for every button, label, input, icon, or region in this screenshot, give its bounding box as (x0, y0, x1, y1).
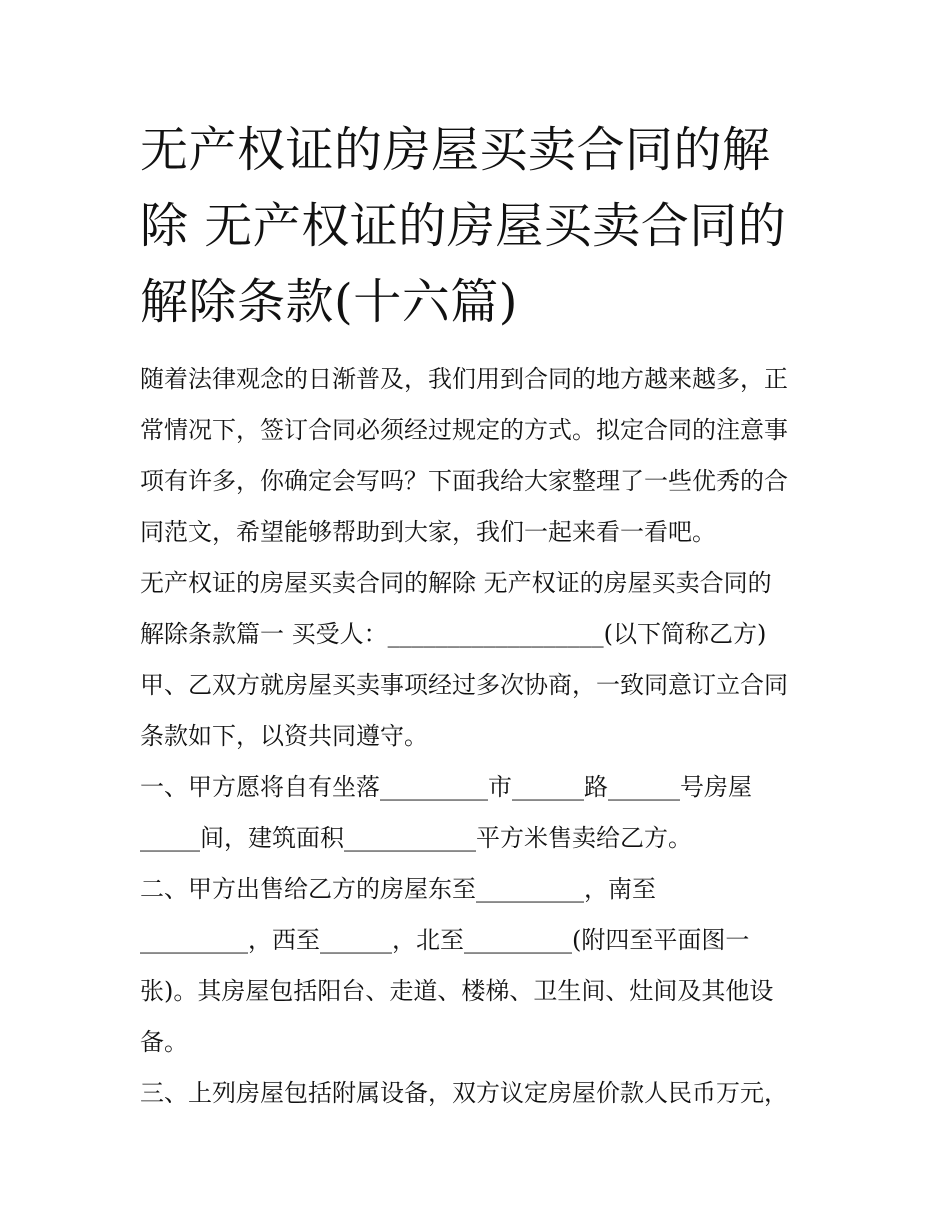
body-line: 随着法律观念的日渐普及，我们用到合同的地方越来越多，正 (140, 365, 788, 393)
body-line: 二、甲方出售给乙方的房屋东至_________，南至 (140, 875, 656, 903)
body-line: 三、上列房屋包括附属设备，双方议定房屋价款人民币万元， (140, 1079, 788, 1107)
document-title (140, 112, 820, 340)
document-page (140, 112, 820, 1119)
body-line: 备。 (140, 1028, 188, 1056)
body-line: 一、甲方愿将自有坐落_________市______路______号房屋 (140, 773, 752, 801)
body-line: 无产权证的房屋买卖合同的解除 无产权证的房屋买卖合同的 (140, 569, 772, 597)
title-line: 除 无产权证的房屋买卖合同的 (140, 198, 787, 254)
title-line: 无产权证的房屋买卖合同的解 (140, 122, 771, 178)
body-line: 项有许多，你确定会写吗？下面我给大家整理了一些优秀的合 (140, 467, 788, 495)
body-line: _____间，建筑面积___________平方米售卖给乙方。 (140, 824, 692, 852)
body-line: 甲、乙双方就房屋买卖事项经过多次协商，一致同意订立合同 (140, 671, 788, 699)
body-line: _________，西至______，北至_________(附四至平面图一 (140, 926, 750, 954)
body-line: 张)。其房屋包括阳台、走道、楼梯、卫生间、灶间及其他设 (140, 977, 774, 1005)
body-line: 常情况下，签订合同必须经过规定的方式。拟定合同的注意事 (140, 416, 788, 444)
title-line: 解除条款(十六篇) (140, 274, 518, 330)
body-line: 解除条款篇一 买受人：__________________(以下简称乙方) (140, 620, 767, 648)
body-line: 同范文，希望能够帮助到大家，我们一起来看一看吧。 (140, 518, 716, 546)
document-body (140, 354, 820, 1119)
body-line: 条款如下，以资共同遵守。 (140, 722, 428, 750)
